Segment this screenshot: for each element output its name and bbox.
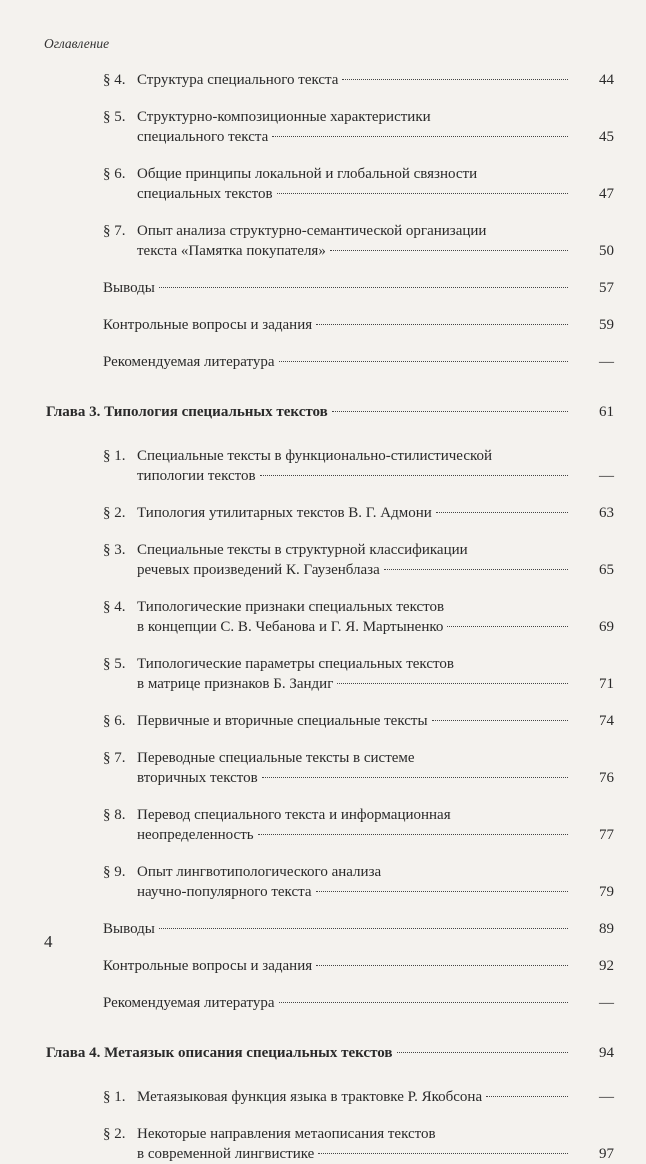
- page-ref: 74: [599, 713, 614, 729]
- page-ref: 71: [599, 676, 614, 692]
- entry-title-line: Общие принципы локальной и глобальной связности: [137, 166, 478, 182]
- section-number: § 7.: [103, 223, 126, 239]
- dot-leader: [316, 891, 568, 892]
- page-ref: 45: [599, 129, 614, 145]
- entry-title-line: Структура специального текста: [137, 72, 339, 88]
- dot-leader: [260, 475, 568, 476]
- toc-entry: [46, 1124, 614, 1164]
- entry-title-line: Переводные специальные тексты в системе: [137, 750, 415, 766]
- dot-leader: [258, 834, 568, 835]
- section-number: § 4.: [103, 72, 126, 88]
- toc-entry: [46, 993, 614, 1013]
- page-ref: 57: [599, 280, 614, 296]
- dot-leader: [279, 1002, 568, 1003]
- entry-title-line: специального текста: [137, 129, 269, 145]
- entry-title-line: Метаязыковая функция языка в трактовке Р. Якобсона: [137, 1089, 483, 1105]
- dot-leader: [272, 136, 568, 137]
- dot-leader: [316, 965, 568, 966]
- entry-title-line: Специальные тексты в структурной классификации: [137, 542, 468, 558]
- dot-leader: [159, 928, 568, 929]
- toc-entry: [46, 862, 614, 902]
- page-ref: 92: [599, 958, 614, 974]
- page-ref: 89: [599, 921, 614, 937]
- page-ref: 97: [599, 1146, 614, 1162]
- entry-title-line: Типологические признаки специальных текстов: [137, 599, 445, 615]
- toc-entry: [46, 805, 614, 845]
- page-ref: —: [599, 468, 614, 484]
- dot-leader: [384, 569, 568, 570]
- page-ref: 65: [599, 562, 614, 578]
- entry-title-line: в матрице признаков Б. Зандиг: [137, 676, 334, 692]
- dot-leader: [332, 411, 568, 412]
- entry-title-line: Глава 3. Типология специальных текстов: [46, 404, 328, 420]
- section-number: § 2.: [103, 1126, 126, 1142]
- toc-entry: [46, 597, 614, 637]
- entry-title-line: Контрольные вопросы и задания: [103, 958, 313, 974]
- entry-title-line: типологии текстов: [137, 468, 256, 484]
- dot-leader: [316, 324, 568, 325]
- entry-title-line: Рекомендуемая литература: [103, 354, 275, 370]
- dot-leader: [262, 777, 568, 778]
- entry-title-line: Выводы: [103, 921, 155, 937]
- page-ref: —: [599, 995, 614, 1011]
- toc-entry: [46, 164, 614, 204]
- toc-entry: [46, 711, 614, 731]
- section-number: § 4.: [103, 599, 126, 615]
- dot-leader: [436, 512, 568, 513]
- page-ref: 94: [599, 1045, 614, 1061]
- page-ref: 63: [599, 505, 614, 521]
- page-ref: 76: [599, 770, 614, 786]
- toc-entry: [46, 1087, 614, 1107]
- page-ref: 47: [599, 186, 614, 202]
- page-ref: —: [599, 1089, 614, 1105]
- toc-entry: [46, 70, 614, 90]
- entry-title-line: Перевод специального текста и информационная: [137, 807, 451, 823]
- entry-title-line: Рекомендуемая литература: [103, 995, 275, 1011]
- dot-leader: [337, 683, 568, 684]
- entry-title-line: Глава 4. Метаязык описания специальных текстов: [46, 1045, 393, 1061]
- dot-leader: [277, 193, 568, 194]
- toc-entry: [46, 748, 614, 788]
- section-number: § 1.: [103, 448, 126, 464]
- dot-leader: [318, 1153, 568, 1154]
- page-ref: 59: [599, 317, 614, 333]
- section-number: § 3.: [103, 542, 126, 558]
- dot-leader: [330, 250, 568, 251]
- toc-entry: [46, 446, 614, 486]
- entry-title-line: Типология утилитарных текстов В. Г. Адмони: [137, 505, 432, 521]
- section-number: § 6.: [103, 713, 126, 729]
- page-number: 4: [44, 932, 53, 951]
- page-ref: 79: [599, 884, 614, 900]
- entry-title-line: Контрольные вопросы и задания: [103, 317, 313, 333]
- entry-title-line: в концепции С. В. Чебанова и Г. Я. Мартыненко: [137, 619, 444, 635]
- section-number: § 8.: [103, 807, 126, 823]
- section-number: § 7.: [103, 750, 126, 766]
- toc-entry: [46, 919, 614, 939]
- page-ref: 50: [599, 243, 614, 259]
- dot-leader: [159, 287, 568, 288]
- section-number: § 2.: [103, 505, 126, 521]
- page-ref: 61: [599, 404, 614, 420]
- toc-entry: [46, 654, 614, 694]
- dot-leader: [279, 361, 568, 362]
- page-ref: 44: [599, 72, 614, 88]
- running-header: Оглавление: [44, 36, 110, 51]
- toc-entry: [46, 503, 614, 523]
- toc-entry: [46, 315, 614, 335]
- section-number: § 5.: [103, 109, 126, 125]
- toc-chapter-entry: [46, 402, 614, 422]
- entry-title-line: речевых произведений К. Гаузенблаза: [137, 562, 380, 578]
- entry-title-line: Первичные и вторичные специальные тексты: [137, 713, 428, 729]
- section-number: § 5.: [103, 656, 126, 672]
- dot-leader: [486, 1096, 568, 1097]
- section-number: § 1.: [103, 1089, 126, 1105]
- section-number: § 6.: [103, 166, 126, 182]
- entry-title-line: Опыт анализа структурно-семантической организации: [137, 223, 487, 239]
- page-ref: —: [599, 354, 614, 370]
- toc-entry: [46, 221, 614, 261]
- dot-leader: [432, 720, 568, 721]
- dot-leader: [342, 79, 568, 80]
- toc-entry: [46, 540, 614, 580]
- entry-title-line: Специальные тексты в функционально-стилистической: [137, 448, 493, 464]
- entry-title-line: в современной лингвистике: [137, 1146, 315, 1162]
- section-number: § 9.: [103, 864, 126, 880]
- entry-title-line: Выводы: [103, 280, 155, 296]
- toc-entry: [46, 107, 614, 147]
- page-ref: 77: [599, 827, 614, 843]
- entry-title-line: Опыт лингвотипологического анализа: [137, 864, 382, 880]
- page-ref: 69: [599, 619, 614, 635]
- dot-leader: [397, 1052, 569, 1053]
- entry-title-line: специальных текстов: [137, 186, 273, 202]
- toc-entry: [46, 278, 614, 298]
- entry-title-line: Некоторые направления метаописания текстов: [137, 1126, 436, 1142]
- entry-title-line: текста «Памятка покупателя»: [137, 243, 326, 259]
- toc-entry: [46, 352, 614, 372]
- entry-title-line: неопределенность: [137, 827, 254, 843]
- toc-entry: [46, 956, 614, 976]
- entry-title-line: Типологические параметры специальных текстов: [137, 656, 454, 672]
- dot-leader: [447, 626, 568, 627]
- entry-title-line: научно-популярного текста: [137, 884, 312, 900]
- entry-title-line: Структурно-композиционные характеристики: [137, 109, 431, 125]
- entry-title-line: вторичных текстов: [137, 770, 258, 786]
- toc-chapter-entry: [46, 1043, 614, 1063]
